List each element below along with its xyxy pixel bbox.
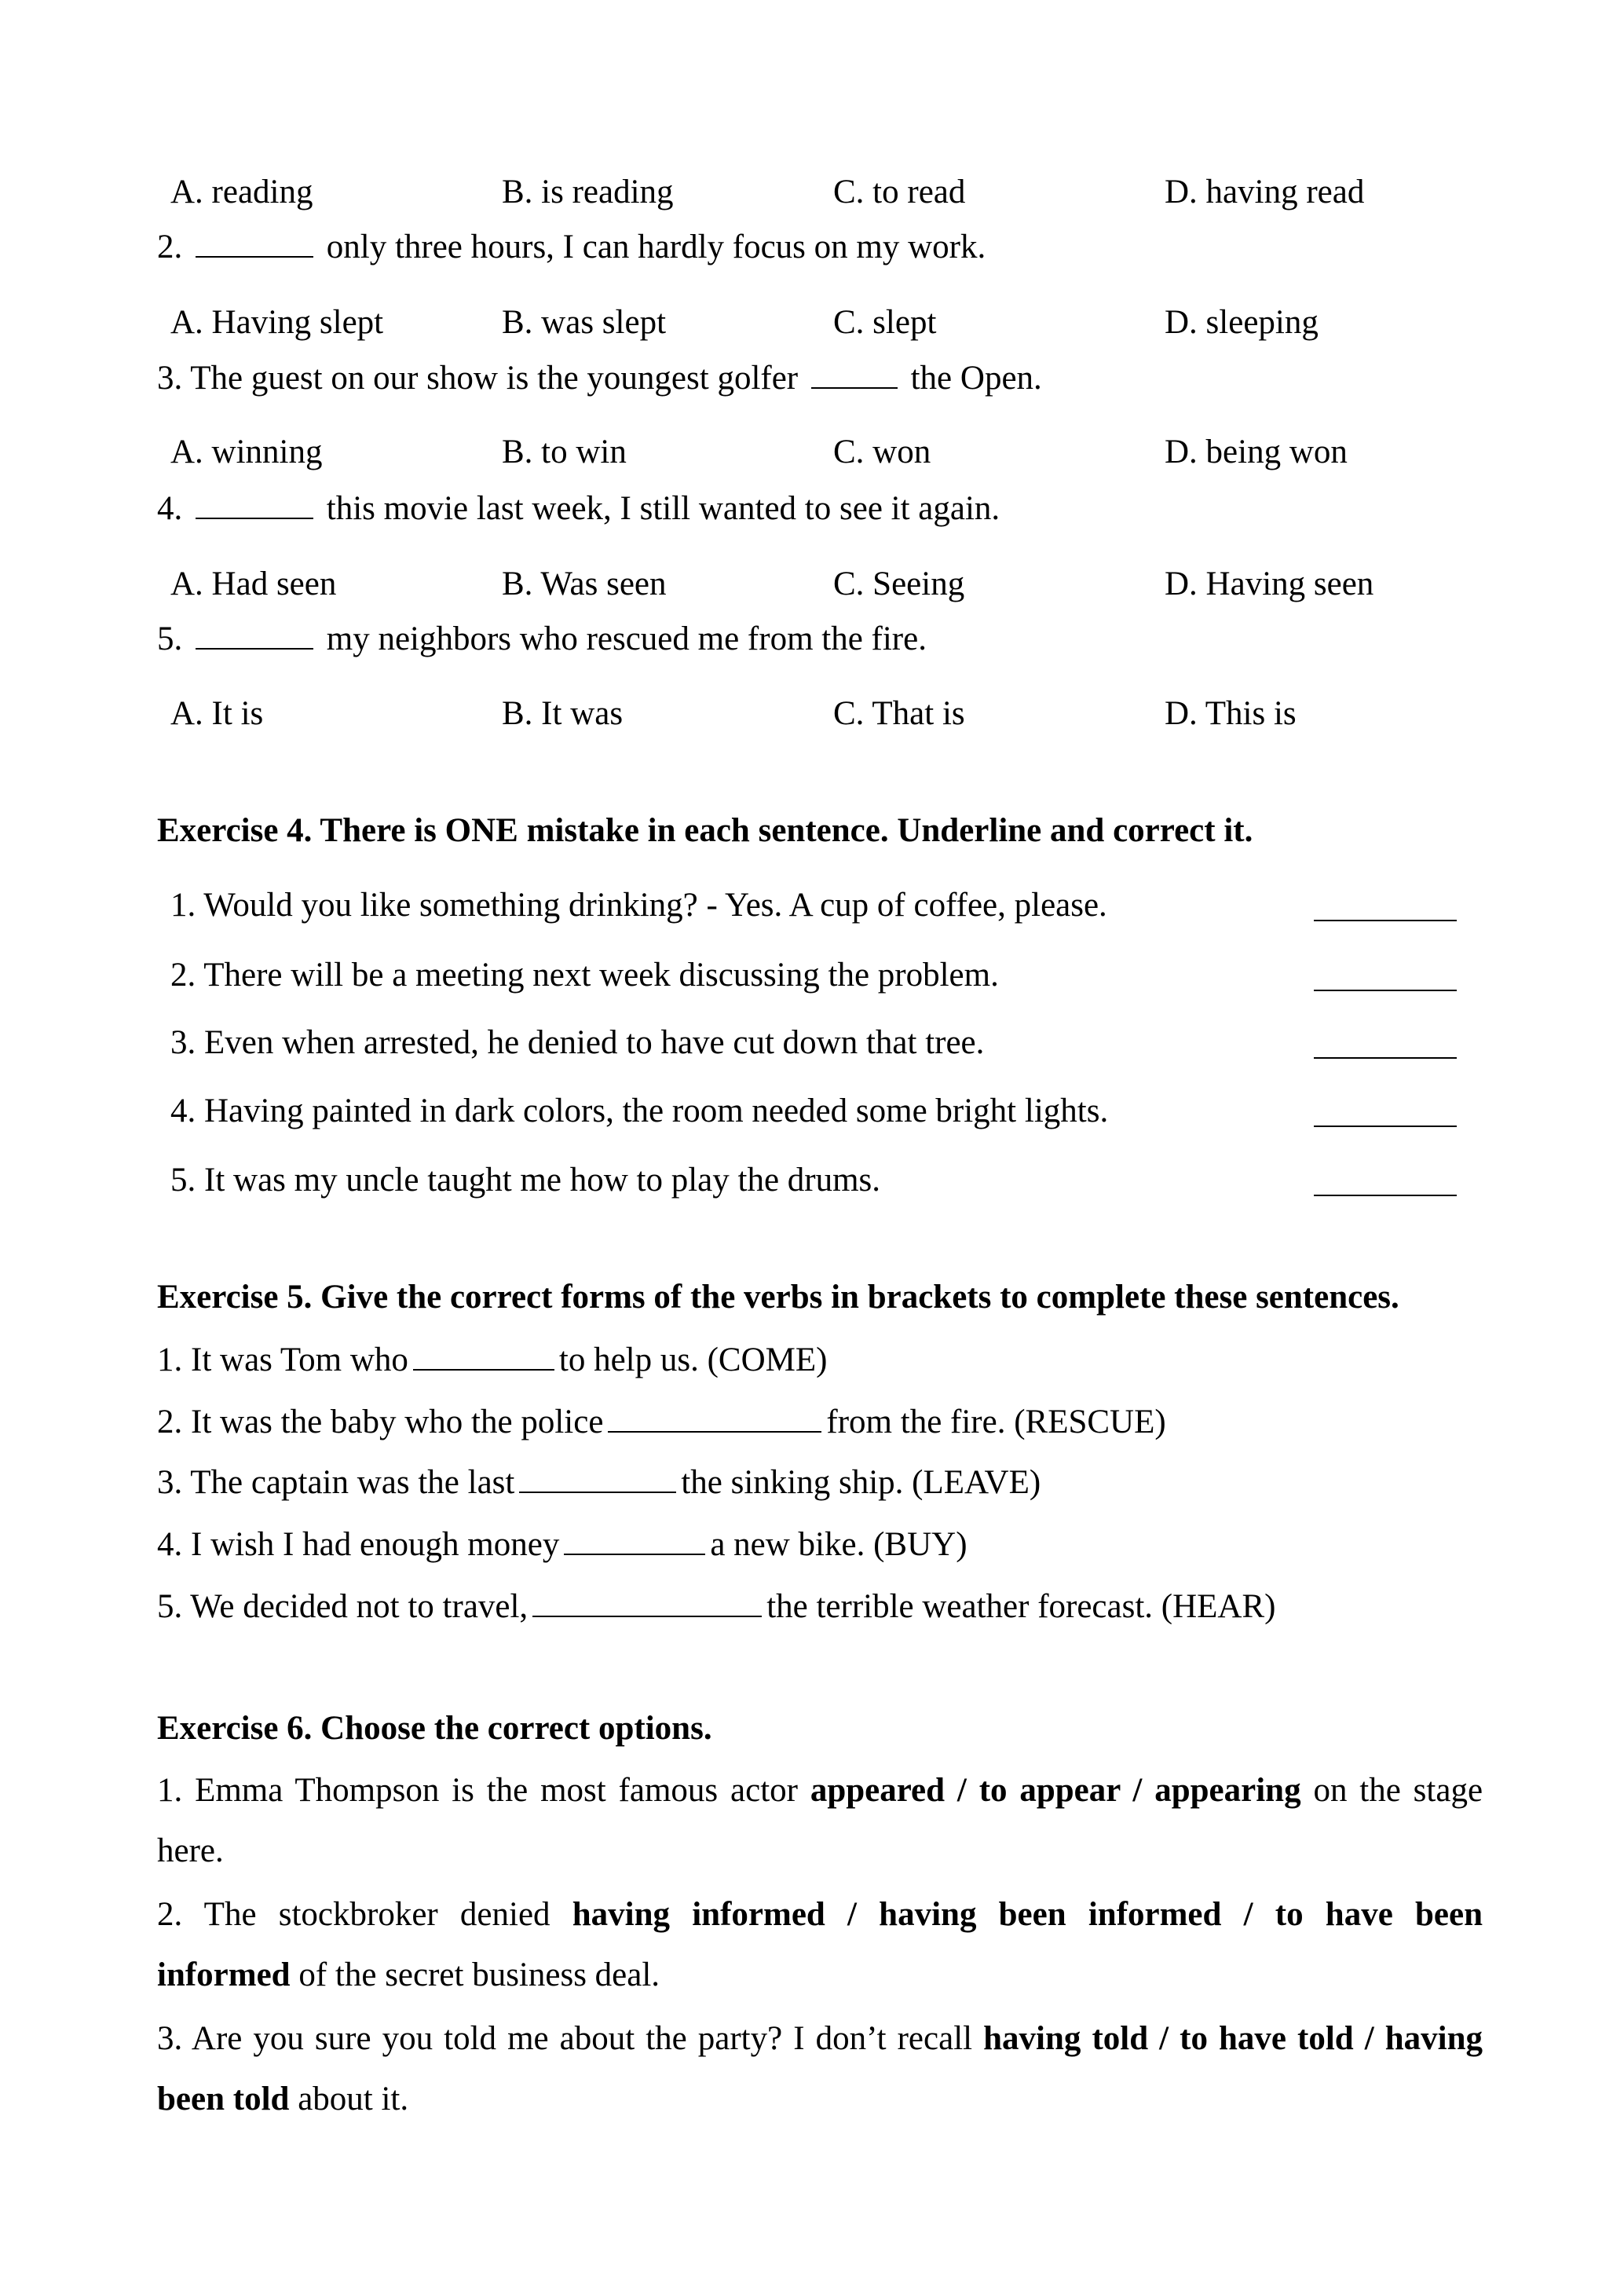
option-a: A. It is: [170, 695, 264, 732]
question-text: 3. Are you sure you told me about the party? I don’t recall: [157, 2020, 973, 2057]
correction-blank[interactable]: [1314, 918, 1457, 921]
stem-text: this movie last week, I still wanted to see it again.: [326, 490, 1000, 527]
exercise-5-title: Exercise 5. Give the correct forms of the verbs in brackets to complete these sentences.: [157, 1279, 1399, 1316]
exercise-6-question-2-cont: [157, 1958, 660, 1992]
exercise-4-item: 2. There will be a meeting next week discussing the problem.: [170, 957, 999, 994]
item-text: 5. We decided not to travel,: [157, 1588, 529, 1625]
option-a: A. reading: [170, 174, 313, 210]
option-b: B. was slept: [502, 304, 667, 341]
item-text: a new bike. (BUY): [710, 1526, 967, 1563]
question-4-options: [0, 567, 1624, 606]
option-c: C. slept: [833, 304, 937, 341]
exercise-5-item: [157, 1527, 967, 1561]
exercise-4-item: 5. It was my uncle taught me how to play the drums.: [170, 1162, 881, 1199]
exercise-6-question-3-cont: [157, 2082, 408, 2116]
answer-blank[interactable]: [196, 229, 313, 258]
option-a: A. winning: [170, 434, 323, 470]
item-text: 3. The captain was the last: [157, 1464, 515, 1501]
question-5-stem: [157, 621, 927, 656]
correction-blank[interactable]: [1314, 988, 1457, 991]
exercise-6-title: Exercise 6. Choose the correct options.: [157, 1710, 712, 1747]
answer-blank[interactable]: [196, 491, 313, 519]
exercise-6-question-1-cont: here.: [157, 1832, 224, 1869]
answer-blank[interactable]: [196, 621, 313, 650]
question-2-stem: [157, 229, 986, 264]
item-text: 4. I wish I had enough money: [157, 1526, 560, 1563]
item-text: from the fire. (RESCUE): [826, 1404, 1166, 1440]
exercise-5-item: [157, 1465, 1041, 1499]
question-text: 2. The stockbroker denied: [157, 1896, 550, 1933]
question-1-options: [0, 175, 1624, 214]
exercise-6-question-3: [157, 2022, 1483, 2055]
question-number: 4.: [157, 490, 183, 527]
stem-text: The guest on our show is the youngest golfer: [190, 360, 799, 397]
option-c: C. That is: [833, 695, 965, 732]
question-number: 5.: [157, 620, 183, 657]
choice-options[interactable]: appeared / to appear / appearing: [810, 1772, 1301, 1809]
correction-blank[interactable]: [1314, 1056, 1457, 1059]
stem-text: my neighbors who rescued me from the fire.: [326, 620, 927, 657]
item-text: 2. It was the baby who the police: [157, 1404, 604, 1440]
exercise-5-item: [157, 1342, 827, 1377]
verb-blank[interactable]: [564, 1527, 705, 1555]
option-c: C. won: [833, 434, 931, 470]
question-3-stem: [157, 361, 1042, 395]
exercise-4-item: 4. Having painted in dark colors, the room needed some bright lights.: [170, 1093, 1109, 1129]
stem-text: only three hours, I can hardly focus on my work.: [326, 229, 986, 265]
choice-options[interactable]: informed: [157, 1956, 291, 1993]
correction-blank[interactable]: [1314, 1124, 1457, 1127]
exercise-4-title: Exercise 4. There is ONE mistake in each sentence. Underline and correct it.: [157, 812, 1253, 849]
choice-options[interactable]: been told: [157, 2081, 290, 2117]
exercise-4-item: 1. Would you like something drinking? - Yes. A cup of coffee, please.: [170, 887, 1107, 924]
question-4-stem: [157, 491, 1000, 525]
question-2-options: [0, 306, 1624, 345]
question-text: 1. Emma Thompson is the most famous actor: [157, 1772, 798, 1809]
item-text: the sinking ship. (LEAVE): [681, 1464, 1041, 1501]
exercise-6-question-1: [157, 1773, 1483, 1807]
verb-blank[interactable]: [608, 1404, 821, 1433]
option-d: D. This is: [1165, 695, 1297, 732]
question-text: about it.: [298, 2081, 409, 2117]
answer-blank[interactable]: [811, 361, 898, 389]
option-b: B. Was seen: [502, 566, 667, 602]
option-d: D. being won: [1165, 434, 1348, 470]
question-text: on the stage: [1313, 1772, 1483, 1809]
option-a: A. Having slept: [170, 304, 384, 341]
question-text: of the secret business deal.: [298, 1956, 660, 1993]
option-d: D. having read: [1165, 174, 1365, 210]
choice-options[interactable]: having informed / having been informed / to have been: [572, 1896, 1483, 1933]
verb-blank[interactable]: [519, 1465, 676, 1493]
item-text: the terrible weather forecast. (HEAR): [766, 1588, 1276, 1625]
exercise-5-item: [157, 1589, 1275, 1623]
verb-blank[interactable]: [413, 1342, 554, 1371]
option-b: B. to win: [502, 434, 627, 470]
question-5-options: [0, 697, 1624, 736]
question-number: 3.: [157, 360, 183, 397]
question-3-options: [0, 435, 1624, 474]
option-d: D. Having seen: [1165, 566, 1374, 602]
option-a: A. Had seen: [170, 566, 337, 602]
exercise-5-item: [157, 1404, 1166, 1439]
item-text: 1. It was Tom who: [157, 1341, 408, 1378]
option-c: C. Seeing: [833, 566, 965, 602]
correction-blank[interactable]: [1314, 1193, 1457, 1196]
exercise-4-item: 3. Even when arrested, he denied to have cut down that tree.: [170, 1024, 985, 1061]
item-text: to help us. (COME): [558, 1341, 828, 1378]
stem-text: the Open.: [910, 360, 1042, 397]
option-b: B. is reading: [502, 174, 674, 210]
option-b: B. It was: [502, 695, 624, 732]
choice-options[interactable]: having told / to have told / having: [983, 2020, 1483, 2057]
option-d: D. sleeping: [1165, 304, 1319, 341]
verb-blank[interactable]: [532, 1589, 762, 1617]
exercise-6-question-2: [157, 1898, 1483, 1931]
question-number: 2.: [157, 229, 183, 265]
option-c: C. to read: [833, 174, 966, 210]
